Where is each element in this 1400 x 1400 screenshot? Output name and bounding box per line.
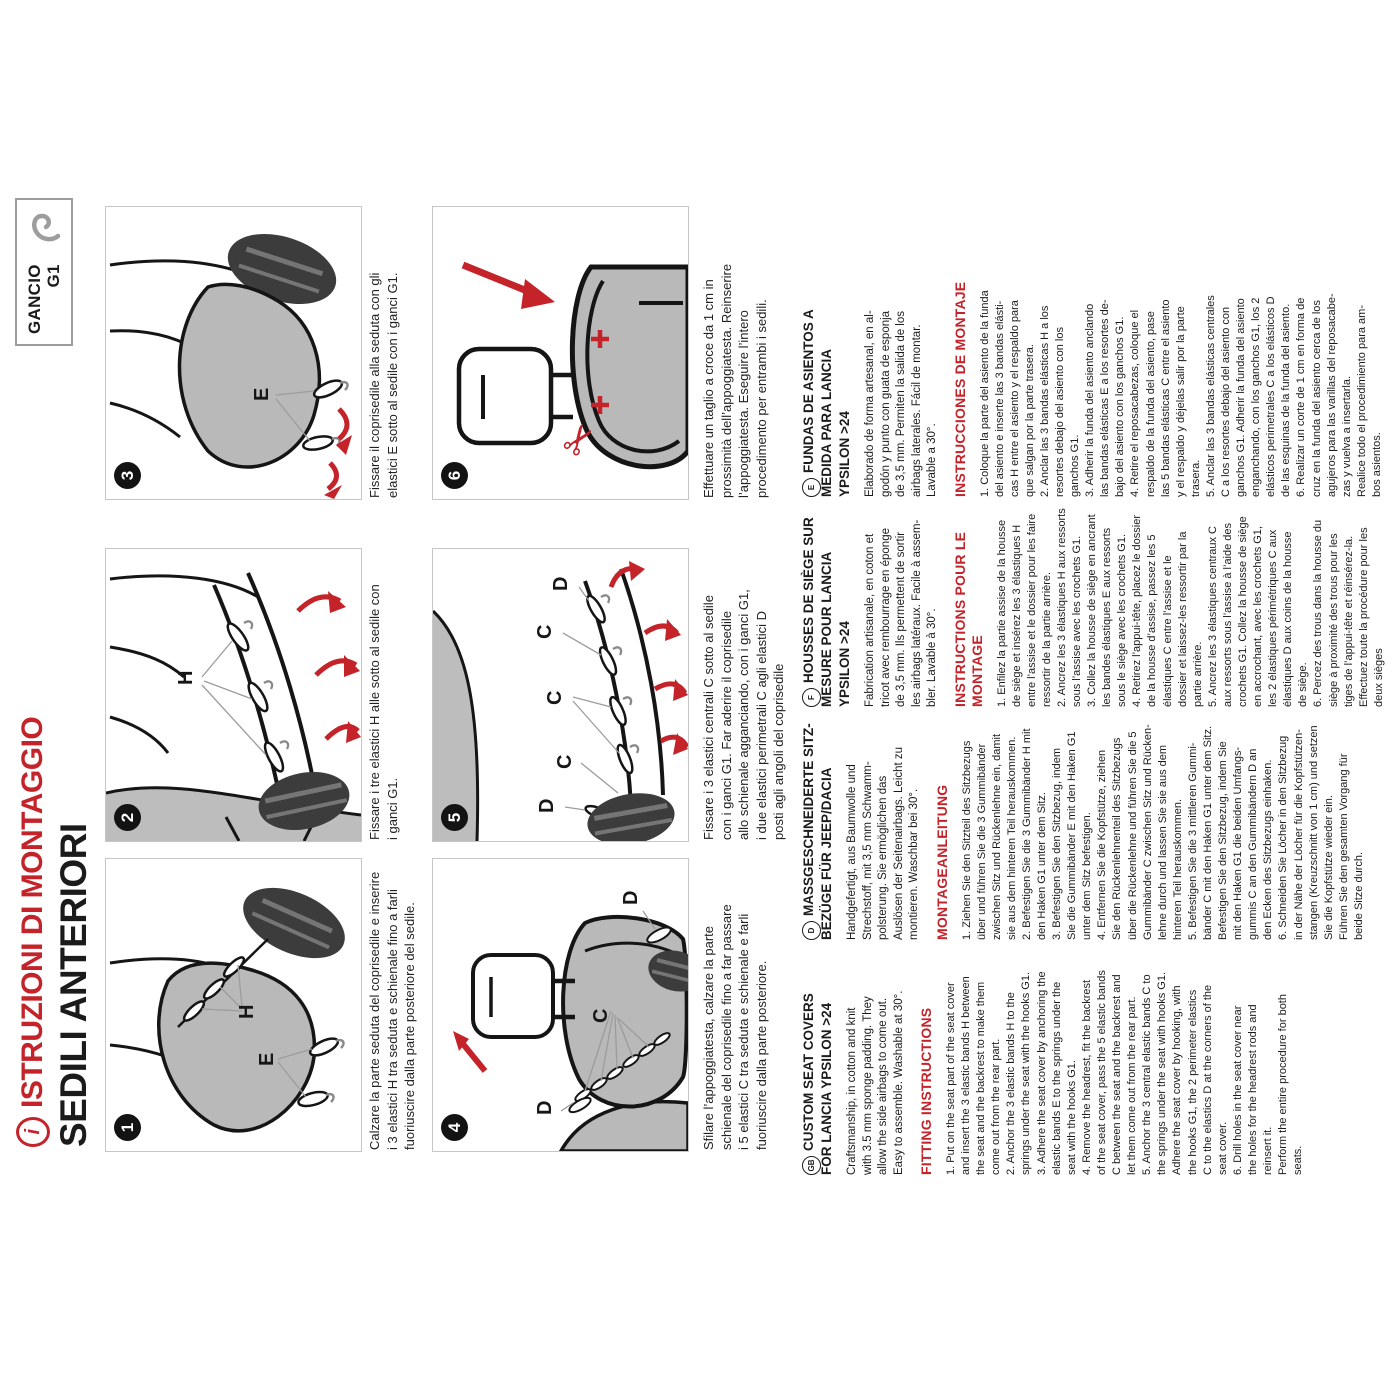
text-line: 2. Befestigen Sie die 3 Gummibänder H mit [1020, 728, 1033, 940]
text-line: Sfilare l’appoggiatesta, calzare la parte [701, 925, 716, 1150]
text-line: i due elastici perimetrali C agli elastici D [753, 610, 769, 840]
text-line: über und führen Sie die 3 Gummibänder [975, 743, 988, 940]
fitting-steps [995, 482, 1387, 707]
elastic-label-C: C [554, 754, 576, 769]
text-line: CUSTOM SEAT COVERS [801, 993, 816, 1151]
text-line: hinteren Teil herauskommen. [1171, 798, 1184, 940]
text-line: deux sièges [1372, 648, 1385, 707]
text-line: stangen (Kreuzschnitt von 1 cm) und setzen [1307, 725, 1320, 940]
section-heading [800, 715, 836, 940]
elastic-label-D: D [536, 798, 558, 813]
text-line: élastiques D aux coins de la housse [1282, 531, 1295, 707]
section-heading [800, 950, 836, 1175]
step-number-badge [441, 804, 468, 831]
text-line: 6. Realizar un corte de 1 cm en forma de [1295, 297, 1308, 497]
text-line: let them come out from the rear part. [1126, 996, 1139, 1175]
text-line: las bandas elásticas E a los resortes de- [1099, 299, 1112, 497]
text-line: bänder C mit den Haken G1 unter dem Sitz. [1202, 726, 1214, 940]
info-icon: i [16, 1117, 50, 1147]
text-line: resortes debajo del asiento con los [1053, 327, 1066, 497]
elastic-label-C: C [544, 690, 566, 705]
text-line: mit den Haken G1 die beiden Umfangs- [1232, 746, 1245, 940]
text-line: zas y vuelva a insertarla. [1340, 375, 1353, 497]
text-line: 4. Entfernen Sie die Kopfstütze, ziehen [1096, 749, 1109, 940]
text-line: tiges de l’appui-tête et réinsérez-la. [1342, 535, 1355, 707]
text-line: Effettuare un taglio a croce da 1 cm in [701, 279, 716, 498]
elastic-label-H: H [236, 1004, 258, 1019]
step-number-badge [441, 1114, 468, 1141]
step-number: 6 [444, 470, 464, 481]
text-line: reinsert it. [1261, 1126, 1274, 1175]
text-line: Lavable a 30°. [926, 423, 938, 497]
elastic-label-H: H [175, 670, 197, 685]
text-line: lehne durch und lassen Sie sie aus dem [1156, 744, 1169, 940]
text-line: Fissare il coprisedile alla seduta con gli [367, 272, 382, 498]
text-line: montieren. Waschbar bei 30°. [908, 788, 920, 940]
text-line: the hooks G1, the 2 perimeter elastics [1186, 989, 1199, 1175]
step-number: 4 [444, 1122, 464, 1133]
text-line: posti agli angoli del coprisedile [771, 663, 787, 840]
fitting-instructions-title [952, 482, 986, 707]
fitting-steps [944, 950, 1306, 1175]
text-line: Easy to assemble. Washable at 30°. [892, 990, 905, 1175]
step-number: 5 [444, 812, 464, 823]
text-line: bos asientos. [1370, 432, 1383, 497]
text-line: Fissare i 3 elastici centrali C sotto al sedile [701, 595, 716, 840]
fitting-steps [978, 272, 1386, 497]
panel-step-3 [105, 206, 362, 500]
text-line: schienale del coprisedile fino a far passare [718, 904, 734, 1150]
text-line: 4. Retire el reposacabezas, coloque el [1129, 309, 1142, 497]
hook-badge-line2: G1 [44, 264, 63, 288]
text-line: Adhere the seat cover by hooking, with [1171, 985, 1184, 1175]
text-line: den Haken G1 unter dem Sitz. [1035, 792, 1048, 940]
text-line: INSTRUCTIONS POUR LE [951, 531, 968, 707]
text-line: 1. Enfilez la partie assise de la housse [995, 519, 1008, 707]
text-line: 3. Adherir la funda del asiento anclando [1084, 303, 1097, 497]
text-line: airbags laterales. Fácil de montar. [910, 324, 923, 497]
text-line: dossier et laissez-les ressortir par la [1176, 531, 1189, 707]
text-line: partie arrière. [1191, 641, 1204, 707]
step-number-badge [114, 804, 141, 831]
section-french [800, 482, 1387, 707]
elastic-label-D: D [620, 890, 642, 905]
text-line: beide Sitze durch. [1352, 851, 1365, 940]
step-number-badge [114, 462, 141, 489]
panel-step-2 [105, 548, 362, 842]
section-english [800, 950, 1306, 1175]
panel-step-6 [432, 206, 689, 500]
text-line: seat cover. [1216, 1121, 1229, 1175]
text-line: unter dem Sitz befestigen. [1081, 812, 1094, 940]
hook-badge-line1: GANCIO [25, 264, 44, 334]
text-line: 5. Ancrez les 3 élastiques centraux C [1206, 526, 1219, 707]
text-line: HOUSSES DE SIÈGE SUR [801, 517, 816, 683]
lang-badge-gb: GB [802, 1156, 821, 1175]
text-line: i ganci G1. [384, 777, 400, 840]
text-line: of the seat cover, pass the 5 elastic bands [1095, 970, 1108, 1175]
text-line: springs under the seat with the hooks G1. [1020, 971, 1033, 1175]
text-line: les 2 élastiques périmétriques C aux [1267, 529, 1280, 707]
text-line: que salgan por la parte trasera. [1023, 344, 1036, 497]
step-number-badge [114, 1114, 141, 1141]
text-line: 4. Retirez l’appui-tête, placez le dossier [1131, 515, 1144, 707]
text-line: the holes for the headrest rods and [1246, 1004, 1259, 1175]
scissors-icon: ✂ [552, 413, 608, 467]
lang-badge-e: E [802, 478, 821, 497]
text-line: de siège et insérez les 3 élastiques H [1010, 524, 1023, 707]
text-line: den Ecken des Sitzbezugs einhaken. [1262, 759, 1275, 940]
text-line: MASSGESCHNEIDERTE SITZ- [801, 723, 816, 916]
text-line: gummis C an den Gummibändern D an [1247, 748, 1260, 940]
seat-illustration-2 [106, 549, 361, 841]
text-line: sie aus dem hinteren Teil herauskommen. [1005, 736, 1018, 940]
text-line: come out from the rear part. [990, 1038, 1003, 1175]
text-line: les airbags latéraux. Facile à assem- [910, 519, 923, 707]
text-line: MONTAGE [968, 635, 985, 707]
text-line: MESURE POUR LANCIA [819, 551, 834, 707]
page-title [16, 717, 50, 1147]
text-line: Elaborado de forma artesanal, en al- [864, 310, 876, 497]
text-line: ganchos G1. Adherir la funda del asiento [1235, 298, 1248, 497]
text-line: 2. Anchor the 3 elastic bands H to the [1005, 992, 1018, 1175]
text-line: allo schienale agganciando, con i ganci G1, [736, 589, 752, 840]
section-heading [800, 482, 854, 707]
step-number: 3 [117, 470, 137, 481]
text-line: Sie die Kopfstütze wieder ein. [1322, 795, 1335, 940]
text-line: Craftsmanship, in cotton and knit [846, 1007, 858, 1175]
section-intro [863, 272, 941, 497]
text-line: de 3,5 mm. Permiten la salida de los [895, 310, 907, 497]
step-number: 1 [117, 1122, 137, 1133]
text-line: 6. Percez des trous dans la housse du [1312, 519, 1325, 707]
text-line: i 5 elastici C tra seduta e schienale e farli [736, 913, 752, 1150]
elastic-label-E: E [256, 1052, 278, 1066]
text-line: ressortir de la partie arrière. [1040, 571, 1053, 707]
text-line: 4. Remove the headrest, fit the backrest [1080, 979, 1093, 1175]
text-line: Calzare la parte seduta del coprisedile e inserire [367, 871, 382, 1150]
text-line: zwischen Sitz und Rückenlehne ein, damit [990, 733, 1003, 940]
text-line: cas H entre el asiento y el respaldo para [1008, 300, 1021, 497]
text-line: MEDIDA PARA LANCIA [819, 349, 834, 497]
text-line: bajo del asiento con los ganchos G1. [1114, 316, 1127, 497]
panel-step-1 [105, 858, 362, 1152]
seat-illustration-5 [433, 549, 688, 841]
text-line: aux ressorts sous l’assise à l’aide des [1221, 522, 1234, 707]
text-line: 2. Ancrez les 3 élastiques H aux ressorts [1055, 508, 1068, 707]
step-number: 2 [117, 812, 137, 823]
section-intro [845, 950, 907, 1175]
text-line: C between the seat and the backrest and [1111, 974, 1124, 1175]
caption-step-1 [366, 820, 419, 1150]
text-line: Effectuez toute la procédure pour les [1357, 527, 1370, 707]
text-line: the seat and the backrest to make them [975, 981, 988, 1175]
page-subtitle: SEDILI ANTERIORI [53, 823, 94, 1147]
text-line: respaldo de la funda del asiento, pase [1144, 311, 1157, 497]
text-line: y el respaldo y déjelas salir por la parte [1174, 306, 1187, 497]
seat-illustration-6 [433, 207, 688, 499]
text-line: 1. Ziehen Sie den Sitzteil des Sitzbezugs [960, 740, 973, 940]
text-line: and insert the 3 elastic bands H between [960, 976, 973, 1175]
lang-badge-d: D [802, 921, 821, 940]
text-line: Fissare i tre elastici H alle sotto al sedile con [367, 584, 382, 840]
text-line: allow the side airbags to come out. [877, 997, 889, 1175]
text-line: C to the elastics D at the corners of the [1201, 984, 1214, 1175]
section-heading [800, 272, 854, 497]
hook-type-badge [15, 198, 73, 346]
page-title-text: ISTRUZIONI DI MONTAGGIO [16, 716, 49, 1108]
section-spanish [800, 272, 1385, 497]
hook-badge-label [25, 264, 63, 334]
text-line: seats. [1292, 1145, 1305, 1175]
text-line: las 5 bandas elásticas C entre el asiento [1159, 299, 1172, 497]
text-line: fuoriuscire dalla parte posteriore. [753, 960, 769, 1150]
text-line: en accrochant, avec les crochets G1, [1252, 526, 1265, 707]
text-line: sous l’assise avec les crochets G1. [1070, 535, 1083, 707]
text-line: crochets G1. Collez la housse de siège [1237, 516, 1249, 707]
text-line: with 3.5 mm sponge padding. They [861, 996, 874, 1175]
fitting-instructions-title [918, 950, 935, 1175]
text-line: YPSILON >24 [837, 621, 852, 707]
text-line: Handgefertigt, aus Baumwolle und [846, 764, 858, 940]
text-line: elásticos perimetrales C a los elásticos D [1265, 296, 1278, 497]
text-line: procedimento per entrambi i sedili. [753, 299, 769, 498]
text-line: Strechstoff, mit 3,5 mm Schwamm- [861, 761, 874, 940]
fitting-instructions-title [934, 715, 951, 940]
text-line: 6. Drill holes in the seat cover near [1231, 1005, 1244, 1175]
text-line: FUNDAS DE ASIENTOS A [801, 309, 816, 473]
text-line: C a los resortes debajo del asiento con [1220, 306, 1232, 497]
elastic-label-D: D [534, 1100, 556, 1115]
seat-illustration-1 [106, 859, 361, 1151]
text-line: i 3 elastici H tra seduta e schienale fino a farli [384, 889, 400, 1150]
text-line: fuoriuscire dalla parte posteriore del sedile. [402, 902, 418, 1150]
text-line: de la housse d’assise, passez les 5 [1146, 534, 1159, 707]
text-line: Sie den Rückenlehnenteil des Sitzbezugs [1111, 737, 1124, 940]
text-line: MONTAGEANLEITUNG [933, 784, 950, 940]
text-line: 3. Adhere the seat cover by anchoring the [1035, 971, 1048, 1175]
text-line: YPSILON >24 [837, 411, 852, 497]
text-line: prossimità dell’appoggiatesta. Reinserire [718, 263, 734, 498]
text-line: de siège. [1297, 662, 1310, 707]
fitting-steps [960, 715, 1368, 940]
text-line: 6. Schneiden Sie Löcher in den Sitzbezug [1277, 735, 1290, 940]
lang-badge-f: F [802, 688, 821, 707]
elastic-label-C: C [534, 624, 556, 639]
text-line: the springs under the seat with hooks G1. [1156, 971, 1169, 1175]
text-line: de las esquinas de la funda del asiento. [1280, 303, 1293, 497]
caption-step-5 [700, 510, 788, 840]
text-line: 5. Anchor the 3 central elastic bands C to [1141, 974, 1154, 1175]
text-line: 1. Put on the seat part of the seat cover [945, 982, 957, 1175]
text-line: 2. Anclar las 3 bandas elásticas H a los [1038, 305, 1051, 497]
seat-illustration-3 [106, 207, 361, 499]
text-line: con i ganci G1. Far aderire il coprisedile [718, 610, 734, 840]
text-line: Perform the entire procedure for both [1277, 994, 1290, 1175]
text-line: 3. Collez la housse de siège en ancrant [1086, 514, 1099, 707]
caption-step-2 [366, 510, 401, 840]
elastic-label-C: C [590, 1008, 612, 1023]
text-line: godón y punto con guata de esponja [879, 310, 892, 497]
text-line: l’appoggiatesta. Eseguire l’intero [736, 310, 752, 498]
text-line: sous le siège avec les crochets G1. [1116, 533, 1129, 707]
text-line: entre l’assise et le dossier pour les faire [1025, 513, 1038, 707]
elastic-label-D: D [550, 576, 572, 591]
text-line: Führen Sie den gesamten Vorgang für [1337, 753, 1350, 940]
text-line: Realice todo el procedimiento para am- [1355, 305, 1368, 497]
caption-step-4 [700, 820, 770, 1150]
text-line: bler. Lavable à 30°. [926, 608, 938, 707]
text-line: 5. Befestigen Sie die 3 mittleren Gummi- [1186, 742, 1199, 940]
text-line: Gummibänder C zwischen Sitz und Rücken- [1141, 724, 1154, 940]
text-line: seat with the hooks G1. [1065, 1060, 1078, 1175]
text-line: elastic bands E to the springs under the [1050, 981, 1063, 1175]
text-line: INSTRUCCIONES DE MONTAJE [951, 281, 968, 497]
text-line: über die Rückenlehne und führen Sie die 5 [1126, 731, 1139, 940]
caption-step-3 [366, 168, 401, 498]
text-line: tricot avec rembourrage en éponge [879, 528, 892, 707]
step-number-badge [441, 462, 468, 489]
text-line: cruz en la funda del asiento cerca de los [1310, 300, 1323, 497]
text-line: trasera. [1189, 459, 1202, 497]
panel-step-5 [432, 548, 689, 842]
text-line: FITTING INSTRUCTIONS [918, 1007, 934, 1175]
text-line: 1. Coloque la parte del asiento de la funda [978, 290, 991, 497]
text-line: in der Nähe der Löcher für die Kopfstützen- [1292, 729, 1305, 940]
section-intro [845, 715, 923, 940]
instruction-sheet [0, 200, 1395, 1180]
text-line: ganchos G1. [1069, 434, 1082, 497]
text-line: elastici E sotto al sedile con i ganci G1. [384, 272, 400, 498]
text-line: polsterung. Sie ermöglichen das [877, 775, 889, 940]
seat-illustration-4 [433, 859, 688, 1151]
text-line: Sie die Gummibänder E mit den Haken G1 [1066, 731, 1079, 940]
text-line: agujeros para las varillas del reposacabe- [1325, 293, 1338, 497]
text-line: 3. Befestigen Sie den Sitzbezug, indem [1051, 747, 1064, 940]
text-line: 5. Anclar las 3 bandas elásticas centrales [1204, 295, 1217, 497]
fitting-instructions-title [952, 272, 969, 497]
text-line: enganchando, con los ganchos G1, los 2 [1250, 297, 1263, 497]
text-line: Befestigen Sie den Sitzbezug, indem Sie [1217, 741, 1230, 940]
elastic-label-E: E [251, 387, 273, 401]
caption-step-6 [700, 168, 770, 498]
section-intro [863, 482, 941, 707]
text-line: les bandes élastiques E aux ressorts [1101, 527, 1114, 707]
text-line: élastiques C entre l’assise et le [1161, 555, 1174, 707]
text-line: siège à proximité des trous pour les [1327, 533, 1340, 707]
text-line: de 3,5 mm. Ils permettent de sortir [895, 531, 907, 707]
page-title-block [16, 717, 95, 1147]
text-line: Fabrication artisanale, en coton et [864, 533, 876, 707]
text-line: BEZÜGE FÜR JEEP/DACIA [819, 767, 834, 940]
text-line: del asiento e inserte las 3 bandas elásti- [993, 300, 1006, 497]
g1-hook-icon [24, 210, 64, 244]
section-german [800, 715, 1367, 940]
text-line: Auslösen der Seitenairbags. Leicht zu [892, 746, 905, 940]
text-line: FOR LANCIA YPSILON >24 [819, 1002, 834, 1175]
panel-step-4 [432, 858, 689, 1152]
